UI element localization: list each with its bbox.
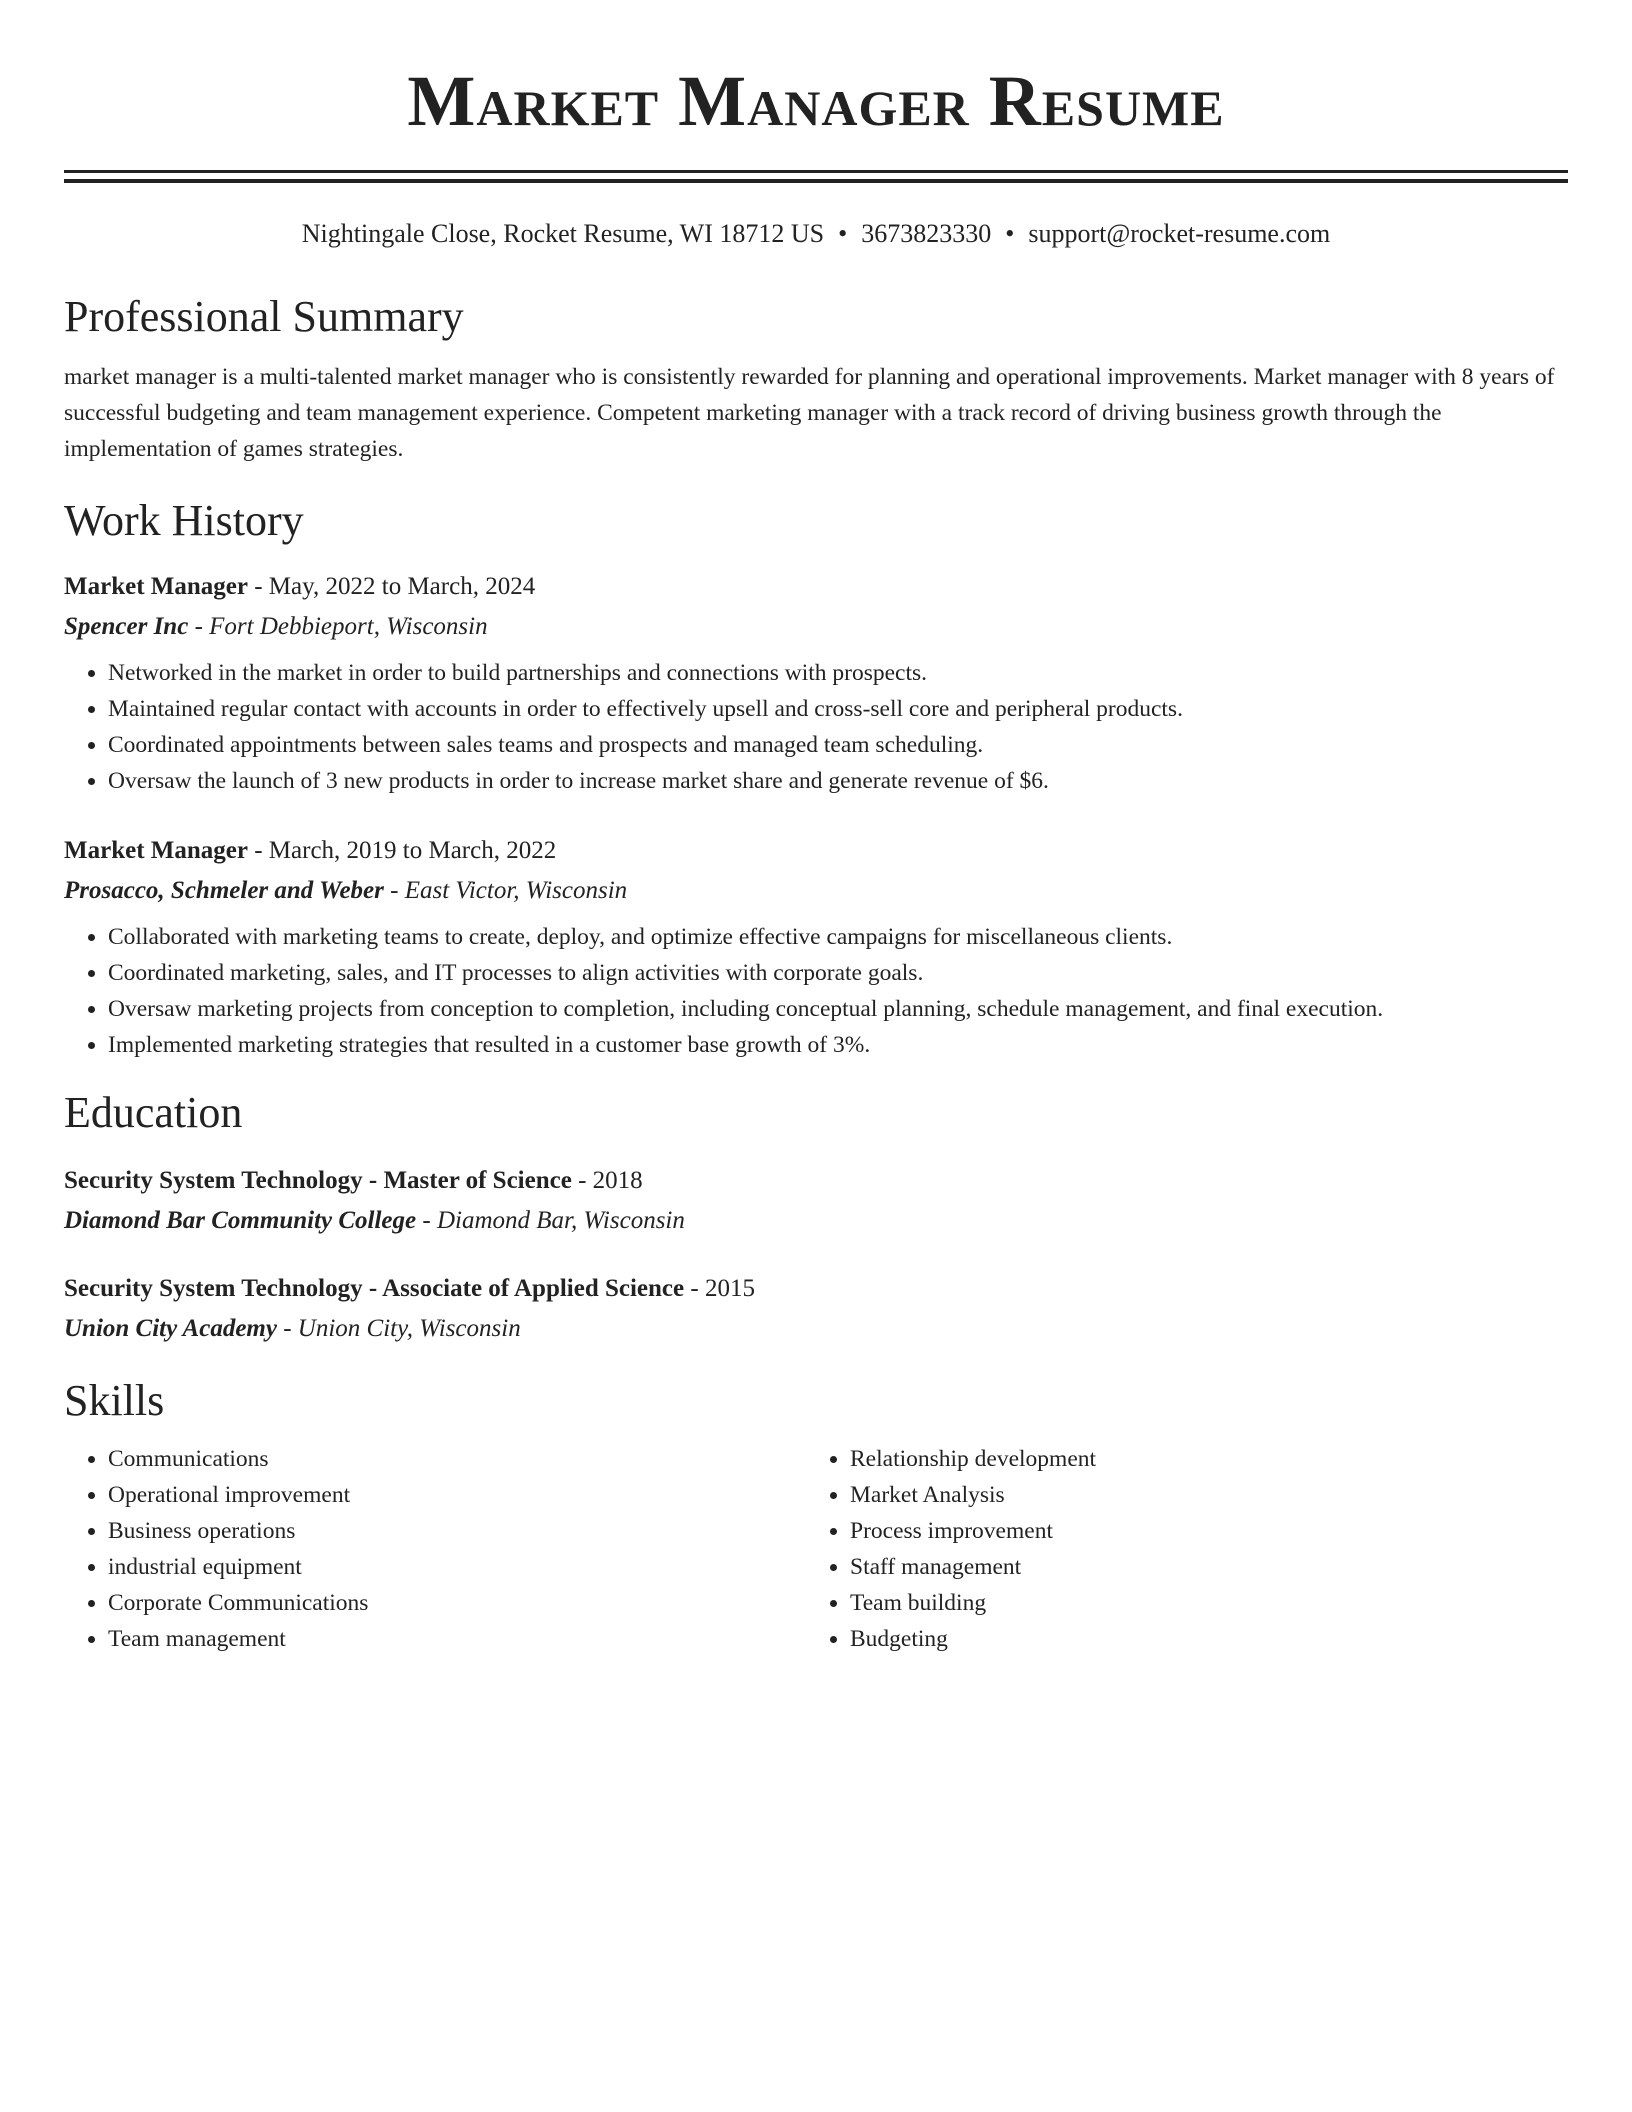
job-bullet: • Coordinated marketing, sales, and IT processes to align activities with corporate goals. — [108, 955, 1568, 991]
job-title: Market Manager — [64, 837, 248, 864]
education-location: - Union City, Wisconsin — [276, 1315, 521, 1342]
job-bullet: • Oversaw marketing projects from conception to completion, including conceptual planning, schedule management, and final execution. — [108, 991, 1568, 1027]
job-bullet: • Implemented marketing strategies that resulted in a customer base growth of 3%. — [108, 1027, 1568, 1063]
contact-separator: • — [1005, 219, 1015, 248]
job-bullets — [64, 655, 1568, 799]
job-title-line — [64, 831, 1568, 871]
summary-text: market manager is a multi-talented market manager who is consistently rewarded for planning and operational improvements. Market manager with 8 years of successful budgeting and team management experience. Competent marketing manager with a track record of driving business growth through the implementation of games strategies. — [64, 364, 1555, 462]
contact-address: Nightingale Close, Rocket Resume, WI 18712 US — [301, 219, 825, 248]
job-company: Prosacco, Schmeler and Weber — [64, 877, 384, 904]
title-divider-top — [64, 170, 1568, 173]
skills-column-left — [64, 1441, 806, 1657]
title-divider-bottom — [64, 179, 1568, 183]
job-company-line — [64, 607, 1568, 647]
education-school-line — [64, 1201, 1568, 1241]
skills-column-right — [806, 1441, 1548, 1657]
job-dates: - March, 2019 to March, 2022 — [247, 837, 557, 864]
job-title: Market Manager — [64, 573, 248, 600]
skills-grid — [64, 1441, 1568, 1657]
education-degree-line — [64, 1161, 1568, 1201]
education-heading: Education — [64, 1088, 243, 1137]
skill-item: • Relationship development — [850, 1441, 1548, 1477]
skill-item: • Process improvement — [850, 1513, 1548, 1549]
job-entry — [64, 567, 1568, 799]
job-dates: - May, 2022 to March, 2024 — [247, 573, 536, 600]
skill-item: • Business operations — [108, 1513, 806, 1549]
contact-line — [64, 217, 1568, 251]
job-location: - Fort Debbieport, Wisconsin — [188, 613, 488, 640]
skill-item: • Budgeting — [850, 1621, 1548, 1657]
job-bullet: • Coordinated appointments between sales teams and prospects and managed team scheduling. — [108, 727, 1568, 763]
education-degree: Security System Technology - Master of Science — [64, 1167, 572, 1194]
skill-item: • industrial equipment — [108, 1549, 806, 1585]
job-bullets — [64, 919, 1568, 1063]
skill-item: • Communications — [108, 1441, 806, 1477]
job-bullet: • Collaborated with marketing teams to create, deploy, and optimize effective campaigns for miscellaneous clients. — [108, 919, 1568, 955]
skills-list — [64, 1441, 806, 1657]
education-year: - 2018 — [571, 1167, 643, 1194]
resume-title: Market Manager Resume — [407, 61, 1225, 141]
education-year: - 2015 — [684, 1275, 755, 1302]
skills-heading: Skills — [64, 1376, 165, 1425]
education-entry — [64, 1269, 1568, 1349]
skill-item: • Operational improvement — [108, 1477, 806, 1513]
skill-item: • Team building — [850, 1585, 1548, 1621]
education-location: - Diamond Bar, Wisconsin — [416, 1207, 685, 1234]
job-bullet: • Maintained regular contact with accounts in order to effectively upsell and cross-sell core and peripheral products. — [108, 691, 1568, 727]
education-entry — [64, 1161, 1568, 1241]
education-degree: Security System Technology - Associate of Applied Science — [64, 1275, 685, 1302]
job-company-line — [64, 871, 1568, 911]
job-bullet: • Oversaw the launch of 3 new products in order to increase market share and generate revenue of $6. — [108, 763, 1568, 799]
job-bullet: • Networked in the market in order to build partnerships and connections with prospects. — [108, 655, 1568, 691]
contact-separator: • — [838, 219, 848, 248]
education-school: Union City Academy — [64, 1315, 277, 1342]
skill-item: • Team management — [108, 1621, 806, 1657]
skill-item: • Corporate Communications — [108, 1585, 806, 1621]
skill-item: • Market Analysis — [850, 1477, 1548, 1513]
education-school-line — [64, 1309, 1568, 1349]
job-title-line — [64, 567, 1568, 607]
education-degree-line — [64, 1269, 1568, 1309]
work-history-heading: Work History — [64, 496, 304, 545]
education-school: Diamond Bar Community College — [64, 1207, 417, 1234]
skill-item: • Staff management — [850, 1549, 1548, 1585]
job-location: - East Victor, Wisconsin — [383, 877, 628, 904]
skills-list — [806, 1441, 1548, 1657]
contact-phone: 3673823330 — [861, 219, 992, 248]
job-company: Spencer Inc — [64, 613, 189, 640]
contact-email: support@rocket-resume.com — [1028, 219, 1331, 248]
job-entry — [64, 831, 1568, 1063]
summary-heading: Professional Summary — [64, 292, 464, 341]
